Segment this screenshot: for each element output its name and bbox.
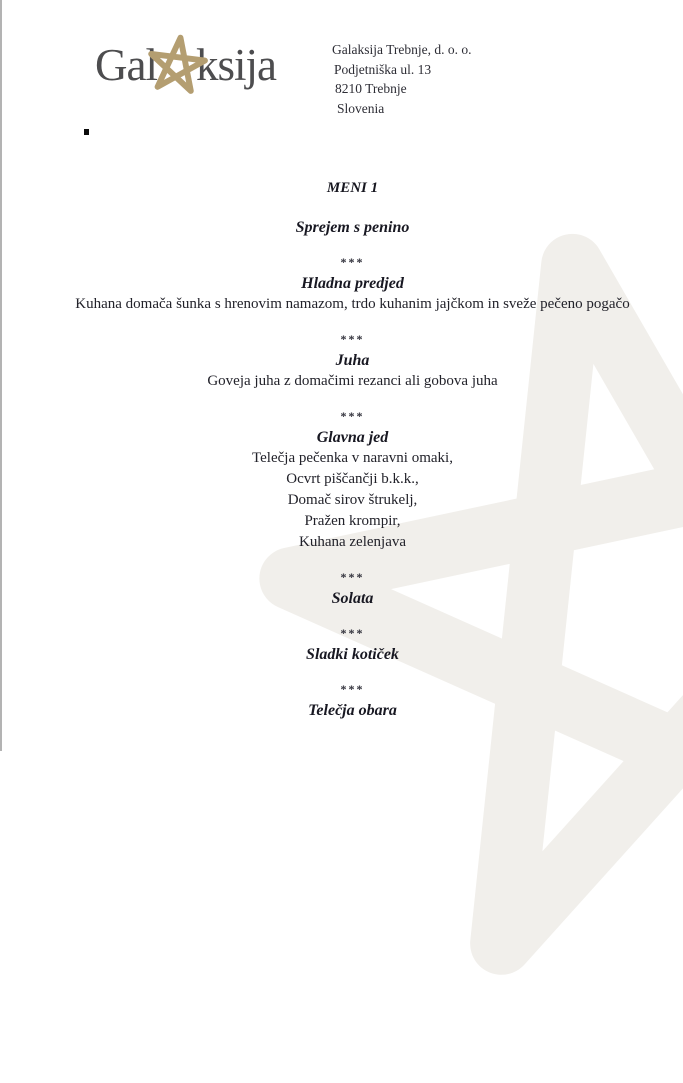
menu-title: MENI 1: [326, 180, 379, 196]
menu-item: Pražen krompir,: [304, 513, 401, 529]
company-address: [332, 40, 472, 118]
address-line: 8210 Trebnje: [335, 81, 407, 96]
menu-item: Goveja juha z domačimi rezanci ali gobova juha: [207, 373, 498, 389]
menu-header: Telečja obara: [308, 702, 397, 719]
paragraph-marker: [84, 129, 89, 135]
menu-separator: ***: [340, 255, 365, 269]
address-line: Slovenia: [337, 100, 385, 116]
menu-header: Sprejem s penino: [295, 219, 410, 236]
address-line: Podjetniška ul. 13: [334, 61, 432, 77]
menu-header: Hladna predjed: [301, 275, 404, 292]
address-line: Galaksija Trebnje, d. o. o.: [332, 42, 472, 57]
menu-separator: ***: [340, 626, 365, 640]
menu: [0, 178, 683, 721]
menu-separator: ***: [340, 409, 365, 423]
menu-item: Telečja pečenka v naravni omaki,: [252, 450, 453, 466]
menu-separator: ***: [340, 682, 365, 696]
logo-text-before: Gal: [95, 40, 157, 90]
logo-text-after: ksija: [195, 40, 276, 90]
menu-separator: ***: [340, 570, 365, 584]
menu-header: Juha: [335, 352, 370, 369]
menu-item: Kuhana zelenjava: [298, 534, 407, 550]
menu-header: Sladki kotiček: [306, 646, 399, 663]
menu-header: Solata: [331, 590, 374, 607]
menu-item: Ocvrt piščančji b.k.k.,: [286, 471, 419, 487]
menu-separator: ***: [340, 332, 365, 346]
menu-item: Domač sirov štrukelj,: [287, 492, 418, 508]
company-logo: [95, 38, 276, 98]
logo-star-icon: [146, 34, 208, 98]
menu-item: Kuhana domača šunka s hrenovim namazom, trdo kuhanim jajčkom in sveže pečeno pogačo: [75, 296, 630, 312]
menu-header: Glavna jed: [316, 429, 389, 446]
